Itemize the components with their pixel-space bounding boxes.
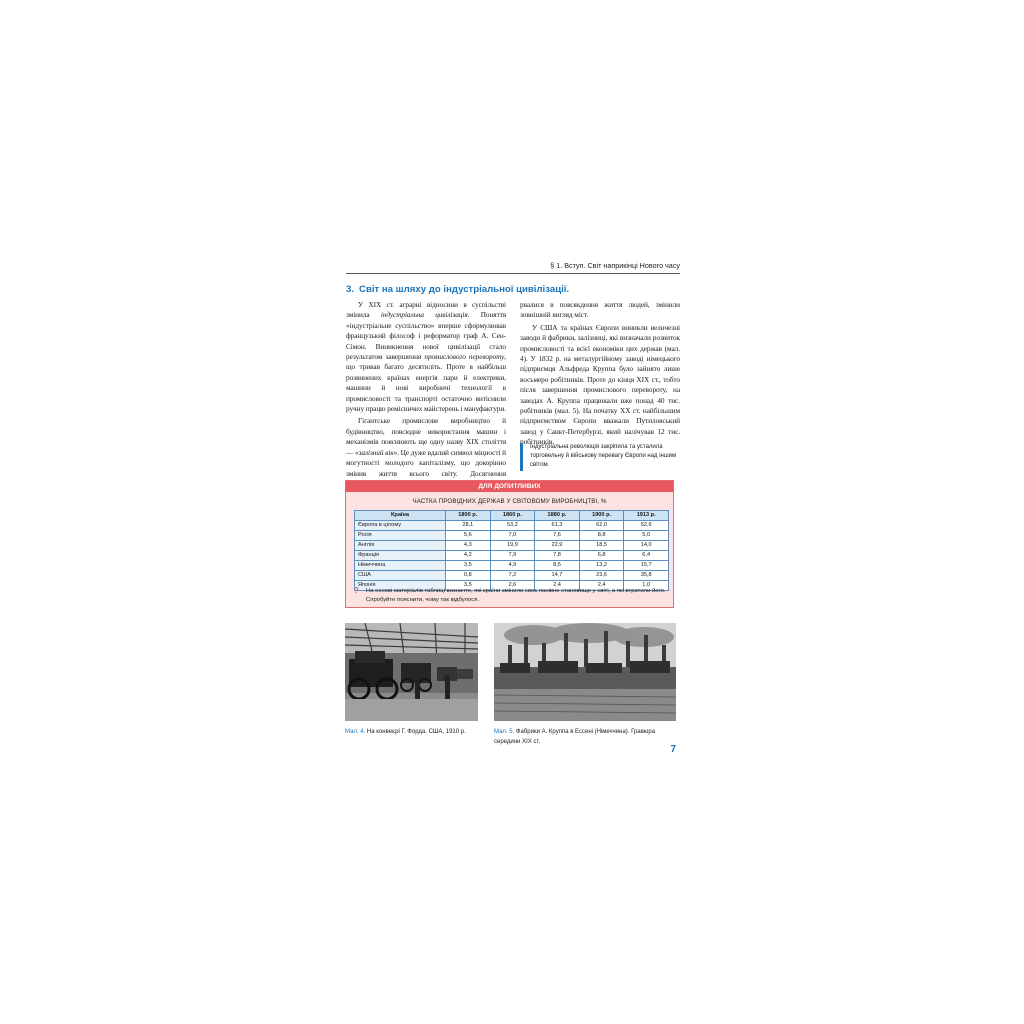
value-cell: 18,5 — [579, 541, 624, 551]
production-share-table — [354, 510, 669, 591]
figure-krupp-factories — [494, 623, 676, 721]
section-title-text: Світ на шляху до індустріальної цивілізації. — [359, 284, 570, 295]
column-header: 1900 р. — [579, 511, 624, 521]
value-cell: 8,5 — [535, 561, 580, 571]
paragraph: Гігантське промислове виробництво й будівництво, повсюдне використання машин і механізмів пояснюють ще одну назву XIX століття — «залізний вік». Це дуже вдалий символ міцності й могутності молодого капіталізму, що докорінно змінив життя всього світу. Досягнення — [346, 416, 506, 478]
value-cell: 61,3 — [535, 521, 580, 531]
paragraph: У США та країнах Європи виникли величезні заводи й фабрики, залізниці, які визначали розвиток промисловості та всієї економіки цих держав (мал. 4). У 1832 р. на металургійному заводі німецького підприємця Альфреда Круппа було зайнято лише восьмеро робітників. Проте до кінця XIX ст., тобто після завершення промислового перевороту, на заводах А. Круппа працювали вже понад 40 тис. робітників (мал. 5). На початку XX ст. найбільшим підприємством Європи вважали Путиловський завод у Санкт-Петербурзі, який налічував 12 тис. робітників. — [520, 322, 680, 447]
textbook-page — [338, 258, 680, 768]
left-text-column — [346, 300, 506, 489]
value-cell: 3,5 — [446, 561, 491, 571]
box-heading: ДЛЯ ДОПИТЛИВИХ — [346, 481, 673, 492]
value-cell: 8,8 — [579, 531, 624, 541]
value-cell: 13,2 — [579, 561, 624, 571]
value-cell: 5,0 — [624, 531, 669, 541]
value-cell: 2,4 — [579, 581, 624, 591]
value-cell: 7,8 — [535, 551, 580, 561]
page-number: 7 — [670, 744, 676, 755]
value-cell: 0,8 — [446, 571, 491, 581]
curious-box — [345, 480, 674, 608]
value-cell: 7,6 — [535, 531, 580, 541]
krupp-engraving — [494, 623, 676, 721]
value-cell: 1,0 — [624, 581, 669, 591]
value-cell: 7,0 — [490, 531, 535, 541]
value-cell: 6,4 — [624, 551, 669, 561]
paragraph: рвалися в повсякдення життя людей, змінили зовнішній вигляд міст. — [520, 300, 680, 320]
section-number: 3. — [346, 284, 355, 295]
value-cell: 15,7 — [624, 561, 669, 571]
value-cell: 2,4 — [535, 581, 580, 591]
value-cell: 7,2 — [490, 571, 535, 581]
figure-caption-text: На конвеєрі Г. Форда. США, 1910 р. — [366, 729, 466, 735]
paragraph: У XIX ст. аграрні відносини в суспільстві змінила індустріальна цивілізація. Поняття «індустріальне суспільство» вперше сформулював французький філософ і реформатор граф А. Сен-Сімон. Виникнення нової цивілізації стало результатом завершення промислового перевороту, що тривав багато десятиліть. Проте в найбільш розвинених країнах енергія пари й електрики, машини й нові виробничі технології в промисловості та транспорті остаточно витіснили ручну працю ремісничих майстерень і мануфактури. — [346, 300, 506, 414]
question-mark-icon: ? — [354, 586, 359, 595]
figure-ford-assembly-line — [345, 623, 478, 721]
right-text-column — [520, 300, 680, 448]
table-row — [355, 531, 669, 541]
country-cell: Франція — [355, 551, 446, 561]
value-cell: 28,1 — [446, 521, 491, 531]
table-row — [355, 571, 669, 581]
value-cell: 53,2 — [490, 521, 535, 531]
figure-label: Мал. 5. — [494, 729, 515, 735]
figure-5-caption — [494, 728, 674, 747]
value-cell: 52,6 — [624, 521, 669, 531]
table-header-row — [355, 511, 669, 521]
column-header: 1860 р. — [490, 511, 535, 521]
value-cell: 2,6 — [490, 581, 535, 591]
country-cell: Німеччина — [355, 561, 446, 571]
section-title — [346, 284, 680, 295]
figure-4-caption — [345, 728, 495, 738]
value-cell: 35,8 — [624, 571, 669, 581]
value-cell: 4,3 — [446, 541, 491, 551]
running-header: § 1. Вступ. Світ наприкінці Нового часу — [346, 260, 680, 274]
column-header: 1800 р. — [446, 511, 491, 521]
key-point-note: Індустріальна революція закріпила та усталила торговельну й військову перевагу Європи над іншим світом. — [520, 443, 678, 471]
country-cell: Англія — [355, 541, 446, 551]
value-cell: 4,2 — [446, 551, 491, 561]
value-cell: 6,8 — [579, 551, 624, 561]
table-title: ЧАСТКА ПРОВІДНИХ ДЕРЖАВ У СВІТОВОМУ ВИРОБНИЦТВІ, % — [412, 498, 607, 505]
column-header: 1880 р. — [535, 511, 580, 521]
assembly-line-photo — [345, 623, 478, 721]
table-row — [355, 521, 669, 531]
table-row — [355, 561, 669, 571]
value-cell: 5,6 — [446, 531, 491, 541]
value-cell: 14,7 — [535, 571, 580, 581]
country-cell: Японія — [355, 581, 446, 591]
value-cell: 3,5 — [446, 581, 491, 591]
country-cell: США — [355, 571, 446, 581]
figure-caption-text: Фабрики А. Круппа в Ессені (Німеччина). Гравюра середини XIX ст. — [494, 729, 656, 745]
value-cell: 23,6 — [579, 571, 624, 581]
value-cell: 19,9 — [490, 541, 535, 551]
task-text: На основі матеріалів таблиці визначте, які країни змінили своє панівне становище у світі, а які втратили його. Спробуйте пояснити, чому так відбулося. — [366, 588, 666, 603]
country-cell: Росія — [355, 531, 446, 541]
table-row — [355, 541, 669, 551]
value-cell: 4,9 — [490, 561, 535, 571]
value-cell: 14,0 — [624, 541, 669, 551]
value-cell: 62,0 — [579, 521, 624, 531]
column-header: Країна — [355, 511, 446, 521]
column-header: 1913 р. — [624, 511, 669, 521]
country-cell: Європа в цілому — [355, 521, 446, 531]
value-cell: 22,9 — [535, 541, 580, 551]
figure-label: Мал. 4. — [345, 729, 366, 735]
value-cell: 7,9 — [490, 551, 535, 561]
table-row — [355, 551, 669, 561]
task-block — [354, 587, 669, 604]
